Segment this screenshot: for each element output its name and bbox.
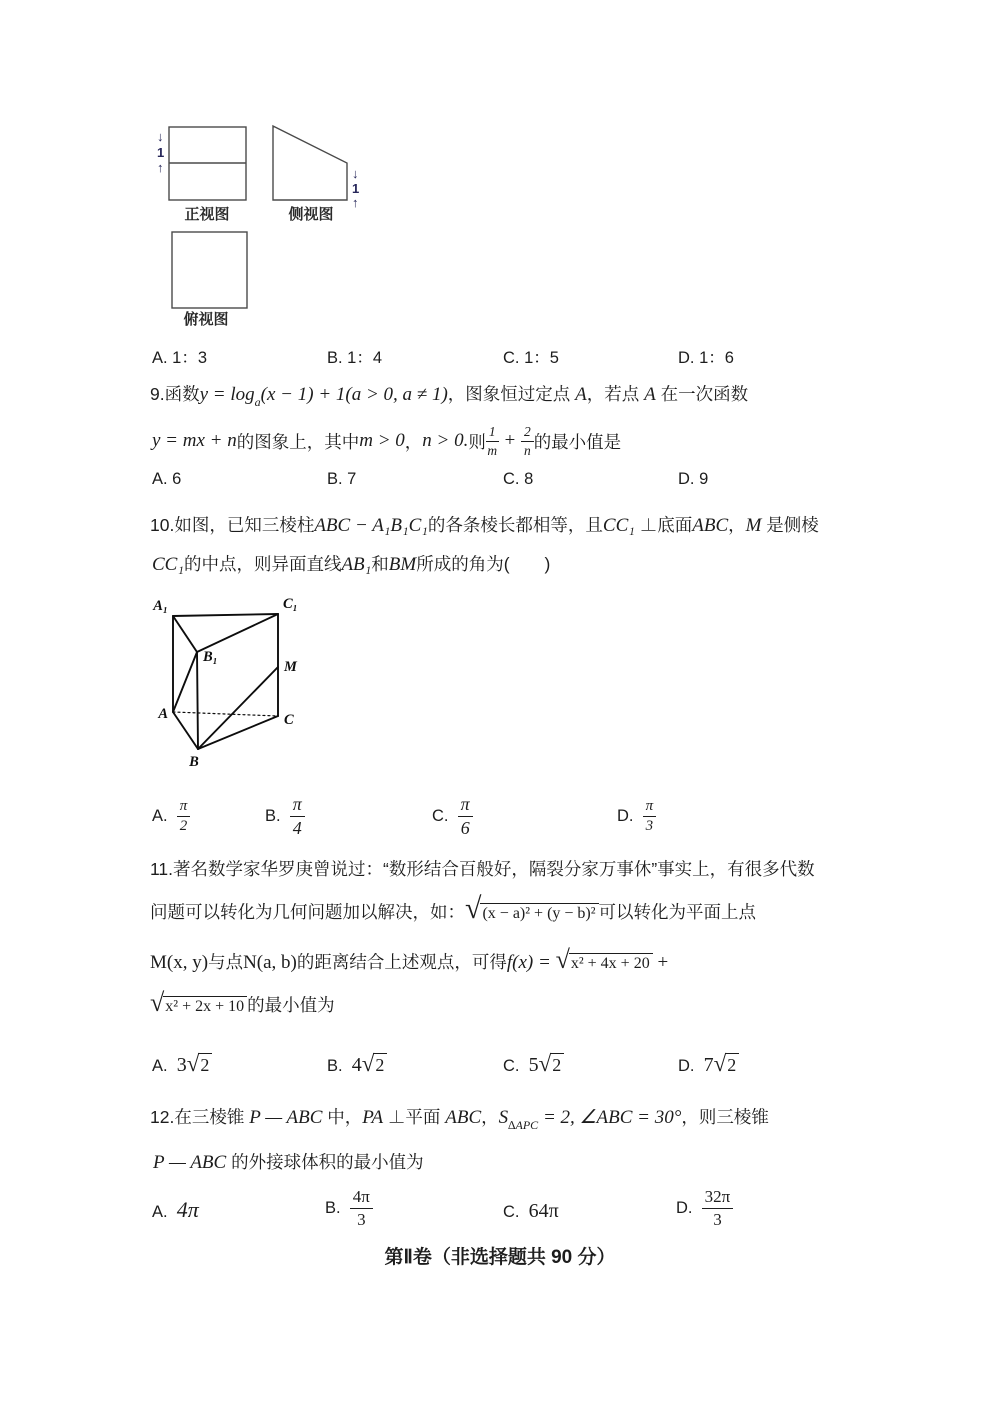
q11-line2: [150, 894, 756, 930]
text: 的最小值为: [247, 995, 335, 1015]
vertex-label-B1: B₁: [203, 649, 218, 665]
front-dim-value: 1: [157, 145, 165, 160]
text: ⊥平面: [383, 1107, 446, 1127]
option-text: D. 1：6: [678, 349, 734, 367]
text: 的各条棱长都相等，且: [427, 515, 603, 535]
fraction: [290, 794, 305, 837]
edge-AB: [173, 712, 198, 749]
q9-option-c: [503, 470, 533, 492]
math: (x − 1) + 1(a > 0, a ≠ 1): [260, 384, 448, 405]
top-view-square: [172, 232, 247, 308]
log-base-subscript: a: [254, 395, 261, 409]
fraction: [350, 1187, 373, 1228]
coefficient: 4: [351, 1054, 362, 1076]
q8-option-a: [152, 344, 207, 366]
q9-line1: [150, 381, 748, 407]
q10-line2: [152, 551, 550, 577]
denominator: 4: [292, 817, 302, 838]
math: S: [498, 1107, 509, 1128]
text: 问题可以转化为几何问题加以解决，如：: [150, 902, 465, 922]
q12-option-c: [503, 1200, 559, 1226]
denominator: 3: [357, 1209, 366, 1229]
q12-line2: [153, 1149, 424, 1175]
option-letter: B.: [265, 806, 290, 825]
text: 是侧棱: [766, 515, 819, 535]
q10-option-d: [617, 790, 656, 842]
numerator: π: [290, 794, 305, 816]
option-letter: D.: [617, 806, 643, 825]
text: 可以转化为平面上点: [598, 902, 757, 922]
side-view-trapezoid: [273, 126, 347, 200]
math: ABC − A₁B₁C₁: [314, 515, 428, 536]
fraction: [702, 1187, 734, 1228]
q11-line1: [150, 856, 815, 878]
q11-line3: [150, 947, 668, 981]
option-letter: B.: [327, 1057, 352, 1075]
option-letter: A.: [152, 1057, 177, 1075]
q12-line1: [150, 1104, 769, 1132]
math: f(x) =: [506, 952, 556, 973]
radicand: 2: [725, 1053, 739, 1076]
option-letter: C.: [432, 806, 458, 825]
text: 中，: [322, 1107, 363, 1127]
plus-sign: +: [498, 430, 521, 451]
q8-option-d: [678, 344, 734, 366]
radicand: 2: [198, 1053, 212, 1076]
text: ，: [481, 1107, 499, 1127]
fraction: [643, 798, 657, 835]
section-title: [0, 1242, 1000, 1266]
arrow-down-icon: ↓: [352, 166, 359, 181]
text: 的图象上，其中: [236, 431, 360, 452]
q11-option-d: [678, 1052, 739, 1080]
q10-option-b: [265, 790, 305, 842]
text: 的最小值是: [533, 431, 622, 452]
prism-figure: [146, 592, 321, 787]
option-text: B. 1：4: [327, 349, 383, 367]
question-number: 9.: [150, 384, 165, 404]
text: 的外接球体积的最小值为: [226, 1152, 424, 1172]
text: ，图象恒过定点: [447, 384, 576, 404]
side-dim-value: 1: [352, 181, 360, 196]
arrow-up-icon: ↑: [157, 160, 164, 175]
option-text: A. 6: [152, 470, 182, 488]
text: 在一次函数: [655, 384, 749, 404]
denominator: 3: [713, 1209, 722, 1229]
vertex-label-A: A: [158, 706, 168, 722]
radical-sign: √: [150, 988, 164, 1017]
denominator: 2: [179, 817, 188, 834]
option-letter: D.: [678, 1057, 704, 1075]
option-text: D. 9: [678, 470, 709, 488]
q9-line2: [152, 424, 621, 458]
text: 则: [468, 431, 486, 452]
math: n > 0.: [422, 430, 469, 451]
numerator: 32π: [702, 1187, 734, 1208]
fraction: [486, 424, 499, 457]
q10-option-c: [432, 790, 473, 842]
vertex-label-C1: C₁: [283, 596, 298, 612]
question-number: 10.: [150, 515, 175, 535]
q11-option-c: [503, 1052, 564, 1080]
plus-sign: +: [652, 952, 669, 973]
text: ，若点: [586, 384, 645, 404]
hidden-edge-AC: [173, 712, 278, 716]
text: 与点: [208, 952, 244, 972]
q8-option-b: [327, 344, 382, 366]
radical-sign: √: [538, 1051, 551, 1076]
math: y = mx + n: [152, 430, 237, 451]
math: PA: [362, 1107, 384, 1128]
option-text: C. 8: [503, 470, 534, 488]
radical-sign: √: [465, 892, 481, 925]
text: ，: [728, 515, 746, 535]
diagonal-AB1: [173, 652, 197, 712]
option-letter: A.: [152, 806, 177, 825]
q12-option-a: [152, 1197, 199, 1223]
q8-option-c: [503, 344, 559, 366]
arrow-up-icon: ↑: [352, 195, 359, 210]
text: ，则三棱锥: [681, 1107, 769, 1127]
vertex-label-A1: A₁: [153, 598, 168, 614]
area-subscript: ∆APC: [508, 1118, 539, 1132]
edge-A1C1: [173, 614, 278, 616]
vertex-label-C: C: [284, 712, 294, 728]
coefficient: 5: [528, 1054, 539, 1076]
side-view-label: 侧视图: [288, 206, 334, 223]
q11-option-b: [327, 1052, 387, 1080]
text: 在三棱锥: [174, 1107, 250, 1127]
numerator: 2: [521, 424, 534, 441]
radicand: x² + 4x + 20: [569, 953, 653, 973]
vertex-label-B: B: [189, 754, 199, 770]
arrow-down-icon: ↓: [157, 129, 164, 144]
midpoint-label-M: M: [284, 659, 297, 675]
math: BM: [388, 554, 417, 575]
numerator: π: [458, 794, 473, 816]
math: y = log: [199, 384, 255, 405]
math: m > 0: [359, 430, 405, 451]
q9-option-d: [678, 470, 708, 492]
q11-option-a: [152, 1052, 212, 1080]
numerator: π: [177, 798, 191, 817]
option-letter: C.: [503, 1203, 529, 1221]
radical-sign: √: [555, 945, 569, 974]
math: CC₁: [602, 515, 635, 536]
math: P — ABC: [153, 1152, 227, 1173]
math: N(a, b): [243, 952, 297, 973]
top-view-label: 俯视图: [183, 311, 229, 328]
text: 函数: [164, 384, 200, 404]
text: ⊥底面: [634, 515, 693, 535]
text: ，: [404, 431, 423, 452]
option-letter: D.: [676, 1198, 702, 1217]
math: P — ABC: [249, 1107, 323, 1128]
q12-option-d: [676, 1183, 733, 1233]
coefficient: 3: [176, 1054, 187, 1076]
section-title-text: 第Ⅱ卷（非选择题共 90 分）: [384, 1247, 616, 1268]
q10-line1: [150, 512, 819, 538]
fraction: [521, 424, 534, 457]
radicand: 2: [550, 1053, 564, 1076]
math: A: [644, 384, 656, 405]
numerator: 1: [486, 424, 499, 441]
edge-B1C1: [197, 614, 278, 652]
denominator: m: [487, 442, 498, 458]
option-text: C. 1：5: [503, 349, 559, 367]
option-letter: C.: [503, 1057, 529, 1075]
radicand: 2: [373, 1053, 387, 1076]
math: M(x, y): [150, 952, 209, 973]
three-views-figure: [140, 110, 380, 335]
option-value: 4π: [176, 1197, 199, 1222]
option-text: A. 1：3: [152, 349, 208, 367]
option-text: B. 7: [327, 470, 357, 488]
text: 的中点，则异面直线: [183, 554, 342, 574]
option-letter: B.: [325, 1198, 350, 1217]
option-letter: A.: [152, 1203, 177, 1221]
q11-line4: [150, 990, 335, 1024]
text: 所成的角为( ): [416, 554, 551, 574]
radicand: x² + 2x + 10: [163, 996, 247, 1016]
math: ABC: [445, 1107, 482, 1128]
radicand: (x − a)² + (y − b)²: [480, 903, 598, 923]
math: M: [745, 515, 767, 536]
q12-option-b: [325, 1183, 373, 1233]
edge-B1B: [197, 652, 198, 749]
text: 和: [371, 554, 389, 574]
q10-option-a: [152, 790, 190, 842]
diagonal-BM: [198, 667, 278, 749]
edge-A1B1: [173, 616, 197, 652]
numerator: 4π: [350, 1187, 373, 1208]
denominator: 3: [645, 817, 654, 834]
question-number: 12.: [150, 1107, 175, 1127]
question-number: 11.: [150, 859, 174, 879]
q9-option-a: [152, 470, 181, 492]
text: 的距离结合上述观点，可得: [296, 952, 507, 972]
option-value: 64π: [528, 1200, 559, 1222]
coefficient: 7: [703, 1054, 714, 1076]
denominator: n: [523, 442, 531, 458]
fraction: [458, 794, 473, 837]
q9-option-b: [327, 470, 356, 492]
front-view-label: 正视图: [184, 206, 230, 223]
text: 如图，已知三棱柱: [174, 515, 315, 535]
text: 著名数学家华罗庚曾说过：“数形结合百般好，隔裂分家万事休”事实上，有很多代数: [173, 859, 815, 879]
radical-sign: √: [186, 1051, 199, 1076]
denominator: 6: [460, 817, 470, 838]
math: CC₁: [152, 554, 184, 575]
radical-sign: √: [713, 1051, 726, 1076]
numerator: π: [643, 798, 657, 817]
math: AB₁: [341, 554, 372, 575]
math: = 2, ∠ABC = 30°: [538, 1107, 682, 1128]
fraction: [177, 798, 191, 835]
math: A: [575, 384, 587, 405]
edge-BC: [198, 716, 278, 749]
radical-sign: √: [361, 1051, 374, 1076]
math: ABC: [692, 515, 729, 536]
